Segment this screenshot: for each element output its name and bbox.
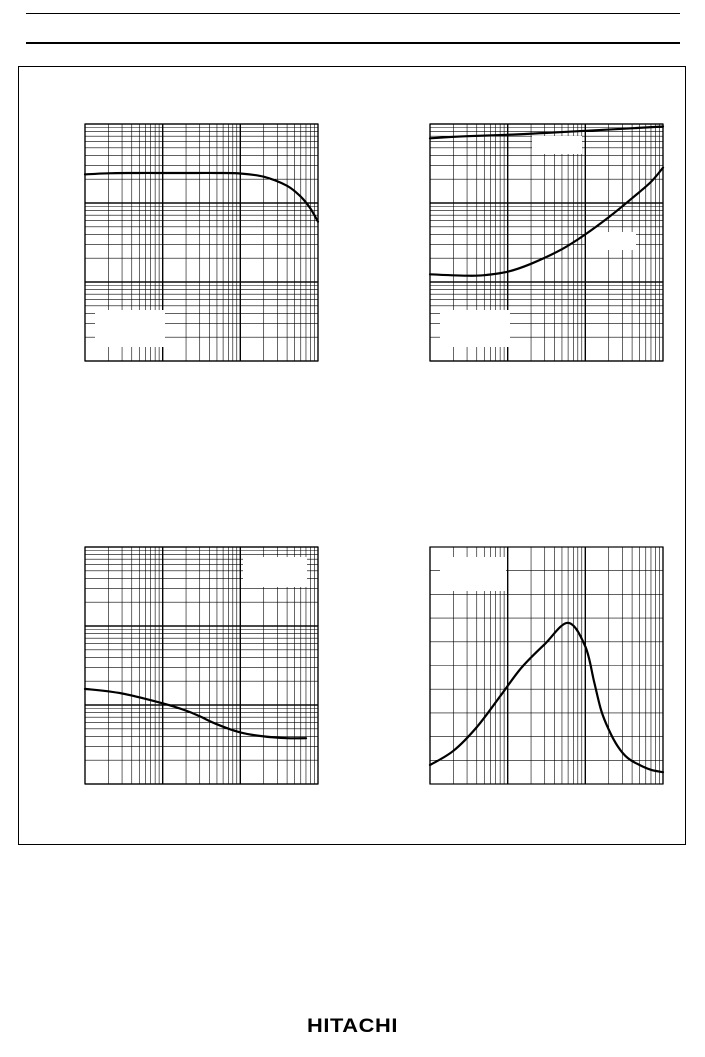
chart-bottom-right [430, 547, 663, 784]
legend-box [95, 310, 165, 347]
header-rule-bottom [26, 42, 680, 44]
series-line-1 [85, 689, 306, 738]
series-line-1 [85, 173, 318, 222]
legend-box [440, 310, 510, 347]
chart-bottom-left [85, 547, 318, 784]
series-line-1 [430, 623, 663, 772]
legend-box [243, 557, 307, 587]
header-rule-top [26, 13, 680, 14]
legend-box [440, 557, 506, 591]
chart-top-left [85, 124, 318, 361]
hitachi-logo: HITACHI [306, 1016, 398, 1037]
chart-top-right [430, 124, 663, 361]
curve-label-box [586, 232, 636, 250]
series-line-2 [430, 168, 663, 276]
curve-label-box [532, 136, 582, 154]
